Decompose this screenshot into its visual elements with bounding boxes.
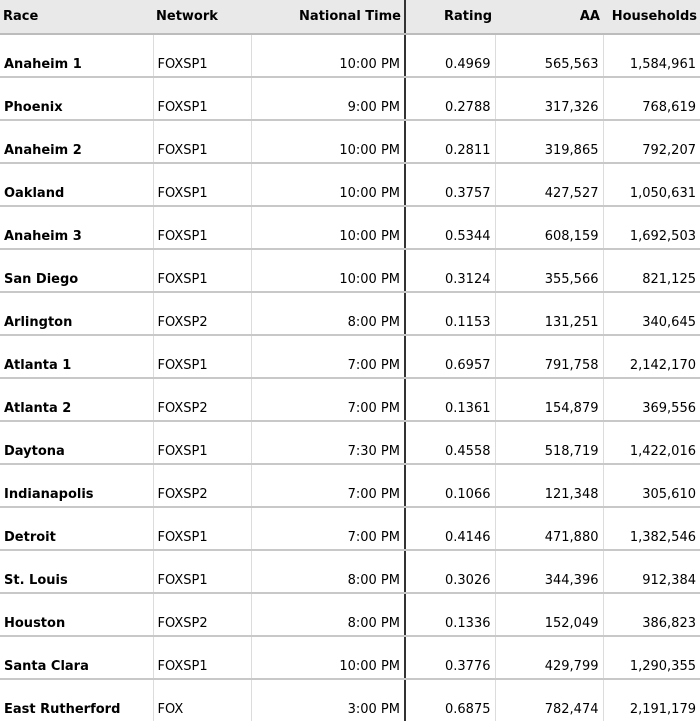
aa-cell: 471,880	[495, 507, 603, 550]
aa-cell: 344,396	[495, 550, 603, 593]
table-row	[0, 249, 700, 292]
national-time-cell: 8:00 PM	[251, 550, 405, 593]
rating-cell: 0.2811	[405, 120, 495, 163]
table-row	[0, 679, 700, 721]
households-cell: 340,645	[603, 292, 700, 335]
aa-cell: 131,251	[495, 292, 603, 335]
households-cell: 2,142,170	[603, 335, 700, 378]
households-cell: 386,823	[603, 593, 700, 636]
households-cell: 1,584,961	[603, 34, 700, 77]
rating-cell: 0.5344	[405, 206, 495, 249]
rating-cell: 0.3757	[405, 163, 495, 206]
rating-cell: 0.1361	[405, 378, 495, 421]
national-time-cell: 8:00 PM	[251, 292, 405, 335]
race-cell: Santa Clara	[0, 636, 153, 679]
table-row	[0, 34, 700, 77]
national-time-cell: 7:00 PM	[251, 464, 405, 507]
aa-cell: 319,865	[495, 120, 603, 163]
national-time-cell: 10:00 PM	[251, 163, 405, 206]
network-cell: FOXSP1	[153, 249, 251, 292]
race-cell: Detroit	[0, 507, 153, 550]
table-row	[0, 77, 700, 120]
national-time-cell: 10:00 PM	[251, 249, 405, 292]
national-time-cell: 7:00 PM	[251, 335, 405, 378]
rating-cell: 0.3124	[405, 249, 495, 292]
households-cell: 1,422,016	[603, 421, 700, 464]
table-row	[0, 163, 700, 206]
households-cell: 1,050,631	[603, 163, 700, 206]
table-row	[0, 335, 700, 378]
rating-cell: 0.4969	[405, 34, 495, 77]
national-time-cell: 7:00 PM	[251, 378, 405, 421]
race-cell: Arlington	[0, 292, 153, 335]
network-cell: FOXSP1	[153, 507, 251, 550]
rating-cell: 0.4146	[405, 507, 495, 550]
aa-cell: 518,719	[495, 421, 603, 464]
race-cell: Indianapolis	[0, 464, 153, 507]
network-cell: FOXSP1	[153, 636, 251, 679]
race-cell: St. Louis	[0, 550, 153, 593]
households-cell: 1,692,503	[603, 206, 700, 249]
network-cell: FOXSP2	[153, 464, 251, 507]
table-header	[0, 0, 700, 34]
households-cell: 1,290,355	[603, 636, 700, 679]
rating-cell: 0.1153	[405, 292, 495, 335]
table-row	[0, 507, 700, 550]
aa-cell: 121,348	[495, 464, 603, 507]
households-cell: 768,619	[603, 77, 700, 120]
column-header-race[interactable]: Race	[0, 0, 153, 34]
national-time-cell: 10:00 PM	[251, 206, 405, 249]
network-cell: FOXSP1	[153, 206, 251, 249]
national-time-cell: 7:00 PM	[251, 507, 405, 550]
aa-cell: 791,758	[495, 335, 603, 378]
national-time-cell: 9:00 PM	[251, 77, 405, 120]
table-row	[0, 120, 700, 163]
network-cell: FOXSP1	[153, 335, 251, 378]
aa-cell: 317,326	[495, 77, 603, 120]
rating-cell: 0.6957	[405, 335, 495, 378]
race-cell: Anaheim 2	[0, 120, 153, 163]
national-time-cell: 8:00 PM	[251, 593, 405, 636]
column-header-households[interactable]: Households	[603, 0, 700, 34]
network-cell: FOXSP1	[153, 77, 251, 120]
households-cell: 369,556	[603, 378, 700, 421]
column-header-aa[interactable]: AA	[495, 0, 603, 34]
column-header-national-time[interactable]: National Time	[251, 0, 405, 34]
race-cell: Anaheim 3	[0, 206, 153, 249]
race-cell: Houston	[0, 593, 153, 636]
aa-cell: 608,159	[495, 206, 603, 249]
race-cell: East Rutherford	[0, 679, 153, 721]
network-cell: FOXSP1	[153, 163, 251, 206]
network-cell: FOXSP2	[153, 593, 251, 636]
table-row	[0, 206, 700, 249]
aa-cell: 355,566	[495, 249, 603, 292]
header-row	[0, 0, 700, 34]
national-time-cell: 3:00 PM	[251, 679, 405, 721]
race-cell: Phoenix	[0, 77, 153, 120]
table-row	[0, 593, 700, 636]
aa-cell: 782,474	[495, 679, 603, 721]
network-cell: FOXSP1	[153, 120, 251, 163]
network-cell: FOXSP2	[153, 378, 251, 421]
network-cell: FOXSP1	[153, 34, 251, 77]
table-body	[0, 34, 700, 721]
aa-cell: 152,049	[495, 593, 603, 636]
table-row	[0, 421, 700, 464]
network-cell: FOX	[153, 679, 251, 721]
aa-cell: 565,563	[495, 34, 603, 77]
table-row	[0, 292, 700, 335]
aa-cell: 427,527	[495, 163, 603, 206]
rating-cell: 0.3776	[405, 636, 495, 679]
rating-cell: 0.2788	[405, 77, 495, 120]
network-cell: FOXSP1	[153, 550, 251, 593]
race-cell: Atlanta 1	[0, 335, 153, 378]
households-cell: 305,610	[603, 464, 700, 507]
network-cell: FOXSP1	[153, 421, 251, 464]
table-row	[0, 464, 700, 507]
national-time-cell: 10:00 PM	[251, 636, 405, 679]
households-cell: 2,191,179	[629, 702, 696, 717]
rating-cell: 0.1336	[405, 593, 495, 636]
network-cell: FOXSP2	[153, 292, 251, 335]
national-time-cell: 7:30 PM	[251, 421, 405, 464]
households-cell: 792,207	[603, 120, 700, 163]
race-cell: Daytona	[0, 421, 153, 464]
national-time-cell: 10:00 PM	[251, 34, 405, 77]
race-cell: Atlanta 2	[0, 378, 153, 421]
households-cell: 1,382,546	[603, 507, 700, 550]
race-cell: San Diego	[0, 249, 153, 292]
table-row	[0, 636, 700, 679]
rating-cell: 0.4558	[405, 421, 495, 464]
rating-cell: 0.6875	[405, 679, 495, 721]
race-cell: Oakland	[0, 163, 153, 206]
households-cell: 912,384	[603, 550, 700, 593]
households-cell: 821,125	[603, 249, 700, 292]
race-cell: Anaheim 1	[0, 34, 153, 77]
aa-cell: 154,879	[495, 378, 603, 421]
table-row	[0, 378, 700, 421]
aa-cell: 429,799	[495, 636, 603, 679]
rating-cell: 0.3026	[405, 550, 495, 593]
column-header-network[interactable]: Network	[153, 0, 251, 34]
rating-cell: 0.1066	[405, 464, 495, 507]
national-time-cell: 10:00 PM	[251, 120, 405, 163]
table-row	[0, 550, 700, 593]
column-header-rating[interactable]: Rating	[405, 0, 495, 34]
